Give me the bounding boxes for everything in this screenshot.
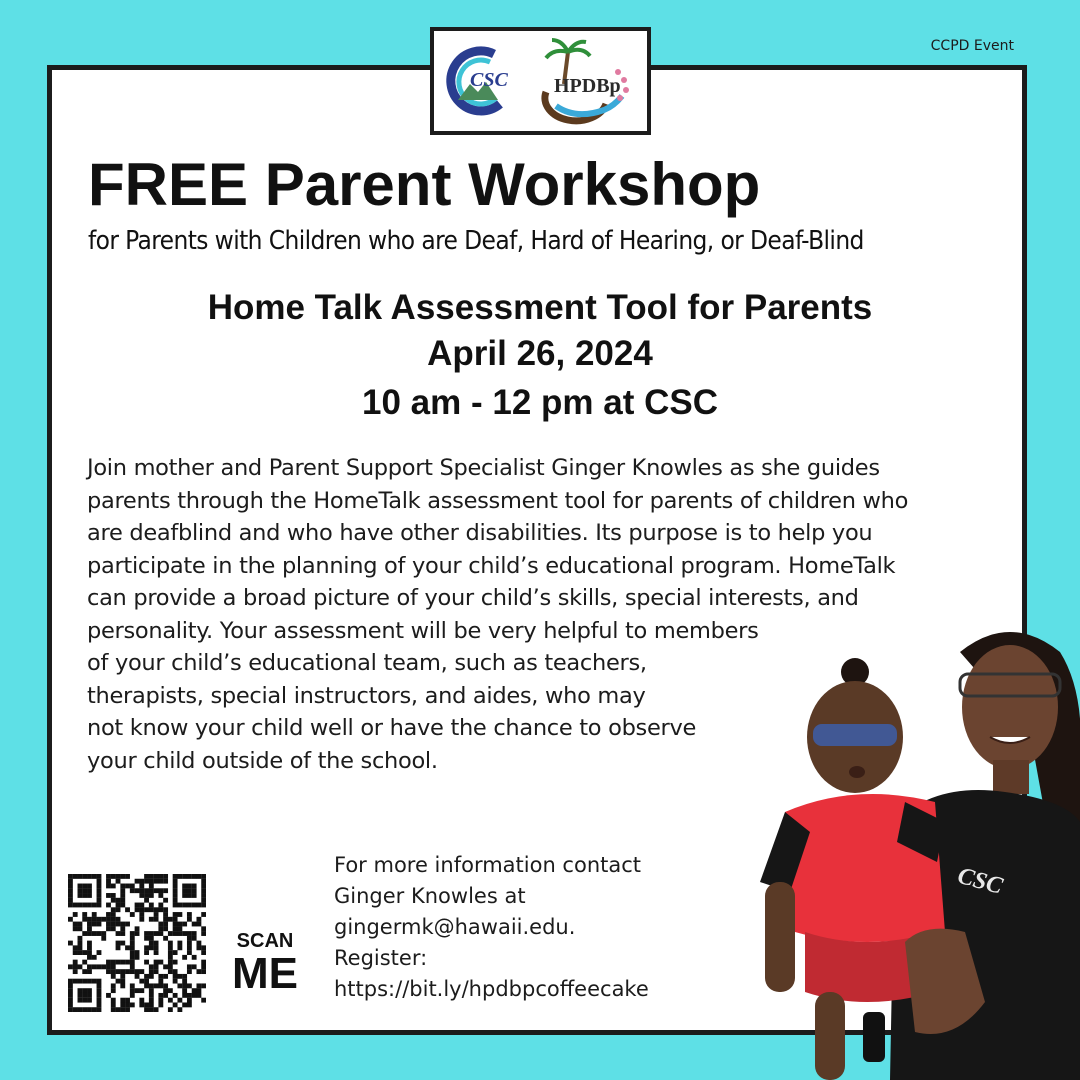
description-line: your child outside of the school. — [87, 747, 438, 774]
contact-line: Register: — [334, 946, 428, 970]
scan-text: SCAN — [236, 930, 294, 952]
hpdbp-logo-icon — [544, 40, 628, 121]
event-name: Home Talk Assessment Tool for Parents — [207, 288, 873, 327]
contact-email-link[interactable]: gingermk@hawaii.edu. — [334, 915, 576, 939]
me-text: ME — [232, 949, 298, 998]
description-line: Join mother and Parent Support Specialist Ginger Knowles as she guides — [87, 455, 880, 481]
svg-text:CSC: CSC — [469, 69, 508, 91]
description-line: of your child’s educational team, such as teachers, — [87, 650, 647, 676]
partner-logos — [436, 32, 646, 130]
description-line: personality. Your assessment will be very helpful to members — [87, 617, 759, 644]
scan-me-label — [226, 930, 304, 996]
contact-info — [334, 850, 649, 1005]
event-details — [47, 286, 1033, 428]
shirt-logo: CSC — [954, 862, 1006, 900]
contact-line: Ginger Knowles at — [334, 884, 526, 908]
event-tag: CCPD Event — [930, 38, 1014, 54]
description-line: parents through the HomeTalk assessment tool for parents of children who — [87, 487, 909, 514]
contact-line: For more information contact — [334, 853, 642, 877]
description-line: therapists, special instructors, and aides, who may — [87, 682, 646, 709]
logo-box — [430, 27, 651, 135]
description-line: not know your child well or have the chance to observe — [87, 715, 697, 741]
description-line: can provide a broad picture of your child’s skills, special interests, and — [87, 585, 859, 611]
parent-child-photo — [745, 612, 1080, 1080]
svg-text:HPDBp: HPDBp — [553, 75, 621, 97]
subtitle: for Parents with Children who are Deaf, Hard of Hearing, or Deaf-Blind — [88, 226, 864, 256]
page-title: FREE Parent Workshop — [88, 151, 761, 218]
event-time-location: 10 am - 12 pm at CSC — [362, 383, 718, 422]
description-line: participate in the planning of your child’s educational program. HomeTalk — [87, 552, 896, 579]
csc-logo-icon — [450, 51, 508, 111]
event-date: April 26, 2024 — [427, 334, 653, 373]
description-line: are deafblind and who have other disabilities. Its purpose is to help you — [87, 520, 873, 546]
qr-code-icon[interactable] — [68, 874, 206, 1012]
register-link[interactable]: https://bit.ly/hpdbpcoffeecake — [334, 977, 649, 1001]
